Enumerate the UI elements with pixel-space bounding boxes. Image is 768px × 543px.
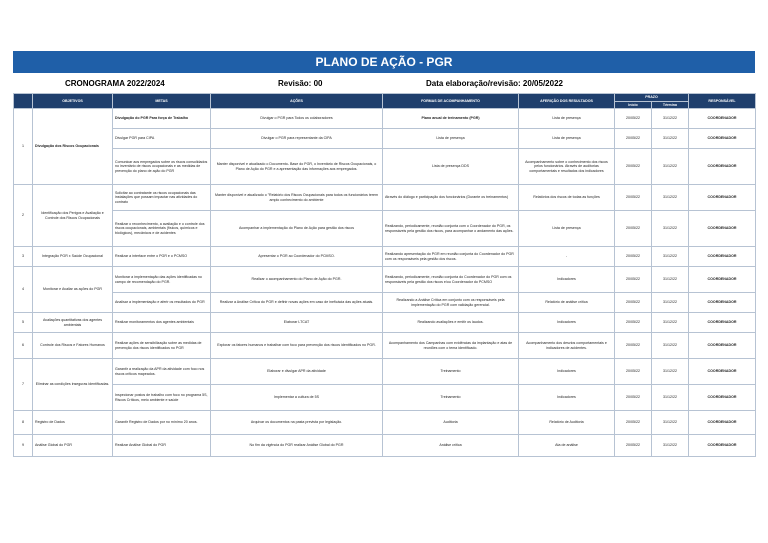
start-date-cell: 20/05/22 bbox=[615, 247, 652, 267]
responsible-cell: COORDENADOR bbox=[689, 385, 756, 411]
table-row bbox=[14, 313, 756, 333]
start-date-cell: 20/05/22 bbox=[615, 129, 652, 149]
row-number: 1 bbox=[14, 109, 33, 185]
afericao-cell: Acompanhamento dos desvios comportamentais e indicadores de acidentes. bbox=[519, 333, 615, 359]
table-row bbox=[14, 359, 756, 385]
action-cell: Elaborar LTCAT bbox=[211, 313, 383, 333]
forma-cell: Análise crítica bbox=[383, 435, 519, 457]
table-row bbox=[14, 185, 756, 211]
end-date-cell: 31/12/22 bbox=[652, 211, 689, 247]
meta-cell: Garantir a realização da APR da atividade com foco nos riscos críticos mapeados. bbox=[113, 359, 211, 385]
objective-cell: Identificação dos Perigos e Avaliação e Controle dos Riscos Ocupacionais bbox=[33, 185, 113, 247]
responsible-cell: COORDENADOR bbox=[689, 109, 756, 129]
revisao-label: Revisão: 00 bbox=[278, 79, 323, 88]
end-date-cell: 31/12/22 bbox=[652, 293, 689, 313]
objective-cell: Eliminar as condições inseguras identificadas. bbox=[33, 359, 113, 411]
meta-cell: Solicitar ao contratante os riscos ocupacionais das instalações que possam impactar nas atividades do contrato bbox=[113, 185, 211, 211]
end-date-cell: 31/12/22 bbox=[652, 435, 689, 457]
responsible-cell: COORDENADOR bbox=[689, 211, 756, 247]
header-inicio: Início bbox=[615, 101, 652, 109]
afericao-cell: Indicadores bbox=[519, 313, 615, 333]
meta-cell: Realizar Análise Global do PGR bbox=[113, 435, 211, 457]
forma-cell: Através do diálogo e participação dos funcionários (Durante os treinamentos) bbox=[383, 185, 519, 211]
forma-cell: Plano anual de treinamento (PGR) bbox=[383, 109, 519, 129]
objective-cell: Integração PGR x Saúde Ocupacional bbox=[33, 247, 113, 267]
end-date-cell: 31/12/22 bbox=[652, 267, 689, 293]
forma-cell: Realizando a Análise Crítica em conjunto com os responsáveis pela implementação do PGR com validação gerencial. bbox=[383, 293, 519, 313]
table-row bbox=[14, 435, 756, 457]
responsible-cell: COORDENADOR bbox=[689, 333, 756, 359]
start-date-cell: 20/05/22 bbox=[615, 109, 652, 129]
header-num bbox=[14, 94, 33, 109]
objective-cell: Controle dos Riscos e Fatores Humanos bbox=[33, 333, 113, 359]
meta-cell: Divulgação do PGR Para força de Trabalho bbox=[113, 109, 211, 129]
afericao-cell: Relatório de análise crítica bbox=[519, 293, 615, 313]
responsible-cell: COORDENADOR bbox=[689, 185, 756, 211]
forma-cell: Realizando, periodicamente, reunião conjunta do Coordenador do PGR com os responsáveis pela gestão dos riscos e/ou Coordenador do PCMSO bbox=[383, 267, 519, 293]
row-number: 3 bbox=[14, 247, 33, 267]
table-row bbox=[14, 109, 756, 129]
action-cell: Divulgar o PGR para Todos os colaboradores bbox=[211, 109, 383, 129]
afericao-cell: Lista de presença bbox=[519, 109, 615, 129]
table-row bbox=[14, 149, 756, 185]
end-date-cell: 31/12/22 bbox=[652, 313, 689, 333]
start-date-cell: 20/05/22 bbox=[615, 149, 652, 185]
forma-cell: Lista de presença bbox=[383, 129, 519, 149]
meta-cell: Realizar a interface entre o PGR e o PCMSO bbox=[113, 247, 211, 267]
start-date-cell: 20/05/22 bbox=[615, 333, 652, 359]
start-date-cell: 20/05/22 bbox=[615, 185, 652, 211]
start-date-cell: 20/05/22 bbox=[615, 385, 652, 411]
end-date-cell: 31/12/22 bbox=[652, 411, 689, 435]
action-cell: Elaborar e divulgar APR da atividade bbox=[211, 359, 383, 385]
responsible-cell: COORDENADOR bbox=[689, 359, 756, 385]
action-cell: Divulgar o PGR para representante da CIPA bbox=[211, 129, 383, 149]
forma-cell: Treinamento bbox=[383, 359, 519, 385]
header-metas: METAS bbox=[113, 94, 211, 109]
row-number: 4 bbox=[14, 267, 33, 313]
afericao-cell: Lista de presença bbox=[519, 129, 615, 149]
afericao-cell: Lista de presença bbox=[519, 211, 615, 247]
table-row bbox=[14, 267, 756, 293]
header-afericao: AFERIÇÃO DOS RESULTADOS bbox=[519, 94, 615, 109]
action-cell: No fim da vigência do PGR realizar Análise Global do PGR bbox=[211, 435, 383, 457]
action-cell: Realizar a Análise Crítica do PGR e definir novas ações em caso de ineficácia das ações atuais. bbox=[211, 293, 383, 313]
table-row bbox=[14, 129, 756, 149]
end-date-cell: 31/12/22 bbox=[652, 333, 689, 359]
header-prazo: PRAZO bbox=[615, 94, 689, 102]
end-date-cell: 31/12/22 bbox=[652, 149, 689, 185]
action-cell: Arquivar os documentos na pasta prevista por legislação. bbox=[211, 411, 383, 435]
responsible-cell: COORDENADOR bbox=[689, 247, 756, 267]
forma-cell: Lista de presença DDS bbox=[383, 149, 519, 185]
page-title: PLANO DE AÇÃO - PGR bbox=[13, 51, 755, 73]
objective-cell: Análise Global do PGR bbox=[33, 435, 113, 457]
afericao-cell: Indicadores bbox=[519, 359, 615, 385]
row-number: 2 bbox=[14, 185, 33, 247]
header-formas: FORMAS DE ACOMPANHAMENTO bbox=[383, 94, 519, 109]
table-row bbox=[14, 293, 756, 313]
afericao-cell: Indicadores bbox=[519, 385, 615, 411]
meta-cell: Garantir Registro de Dados por no mínimo 20 anos. bbox=[113, 411, 211, 435]
forma-cell: Acompanhamento dos Campanhas com evidências da implantação e atas de reuniões com o tema identificado. bbox=[383, 333, 519, 359]
end-date-cell: 31/12/22 bbox=[652, 129, 689, 149]
table-row bbox=[14, 411, 756, 435]
row-number: 8 bbox=[14, 411, 33, 435]
header-termino: Término bbox=[652, 101, 689, 109]
start-date-cell: 20/05/22 bbox=[615, 359, 652, 385]
start-date-cell: 20/05/22 bbox=[615, 211, 652, 247]
end-date-cell: 31/12/22 bbox=[652, 247, 689, 267]
table-row bbox=[14, 385, 756, 411]
responsible-cell: COORDENADOR bbox=[689, 411, 756, 435]
responsible-cell: COORDENADOR bbox=[689, 149, 756, 185]
row-number: 7 bbox=[14, 359, 33, 411]
row-number: 6 bbox=[14, 333, 33, 359]
document-info-row bbox=[13, 79, 755, 91]
action-cell: Manter disponível e atualizado o "Relatório dos Riscos Ocupacionais para todos os funcionários terem amplo conhecimento do ambiente bbox=[211, 185, 383, 211]
table-row bbox=[14, 333, 756, 359]
end-date-cell: 31/12/22 bbox=[652, 359, 689, 385]
end-date-cell: 31/12/22 bbox=[652, 385, 689, 411]
responsible-cell: COORDENADOR bbox=[689, 129, 756, 149]
action-cell: Apresentar o PGR ao Coordenador do PCMSO. bbox=[211, 247, 383, 267]
end-date-cell: 31/12/22 bbox=[652, 185, 689, 211]
table-row bbox=[14, 247, 756, 267]
start-date-cell: 20/05/22 bbox=[615, 267, 652, 293]
meta-cell: Realizar o reconhecimento, a avaliação e o controle dos riscos ocupacionais, ambientais (físicos, químicos e biológicos), mecânicos e de acidentes bbox=[113, 211, 211, 247]
responsible-cell: COORDENADOR bbox=[689, 435, 756, 457]
action-cell: Manter disponível e atualizado o Documento- Base do PGR, o Inventário de Riscos Ocupacionais, o Plano de Ação do PGR e a apresentação das informações aos empregados. bbox=[211, 149, 383, 185]
afericao-cell: Indicadores bbox=[519, 267, 615, 293]
header-objetivos: OBJETIVOS bbox=[33, 94, 113, 109]
meta-cell: Realizar monitoramentos dos agentes ambientais bbox=[113, 313, 211, 333]
action-cell: Implementar a cultura de 5S bbox=[211, 385, 383, 411]
start-date-cell: 20/05/22 bbox=[615, 435, 652, 457]
forma-cell: Realizando apresentação do PGR em reunião conjunta do Coordenador do PGR com os responsáveis pela gestão dos riscos. bbox=[383, 247, 519, 267]
action-cell: Realizar o acompanhamento do Plano de Ação do PGR. bbox=[211, 267, 383, 293]
responsible-cell: COORDENADOR bbox=[689, 313, 756, 333]
end-date-cell: 31/12/22 bbox=[652, 109, 689, 129]
objective-cell: Registro de Dados bbox=[33, 411, 113, 435]
objective-cell: Divulgação dos Riscos Ocupacionais bbox=[33, 109, 113, 185]
meta-cell: Monitorar a implementação das ações identificadas no campo de recomendação do PGR. bbox=[113, 267, 211, 293]
afericao-cell: Relatórios dos riscos de todas as funções bbox=[519, 185, 615, 211]
header-acoes: AÇÕES bbox=[211, 94, 383, 109]
action-cell: Explorar os fatores humanos e trabalhar com foco para prevenção dos riscos identificados no PGR. bbox=[211, 333, 383, 359]
action-plan-table bbox=[13, 93, 756, 457]
meta-cell: Analisar a implementação e aferir os resultados do PGR bbox=[113, 293, 211, 313]
objective-cell: Monitorar e Avaliar as ações do PGR bbox=[33, 267, 113, 313]
forma-cell: Realizando, periodicamente, reunião conjunta com o Coordenador do PGR, os responsáveis pela gestão dos riscos, para acompanhar o andamento das ações. bbox=[383, 211, 519, 247]
meta-cell: Comunicar aos empregados sobre os riscos consolidados no inventário de riscos ocupacionais e as medidas de prevenção do plano de ação do PGR bbox=[113, 149, 211, 185]
header-responsavel: RESPONSÁVEL bbox=[689, 94, 756, 109]
start-date-cell: 20/05/22 bbox=[615, 313, 652, 333]
forma-cell: Treinamento bbox=[383, 385, 519, 411]
objective-cell: Avaliações quantitativas dos agentes ambientais bbox=[33, 313, 113, 333]
afericao-cell: Acompanhamento sobre o conhecimento dos riscos pelos funcionários. Através de auditorias comportamentais e resultados dos indicadores bbox=[519, 149, 615, 185]
forma-cell: Realizando avaliações e emitir os laudos. bbox=[383, 313, 519, 333]
meta-cell: Inspecionar postos de trabalho com foco no programa 5S, Riscos Críticos, meio ambiente e saúde bbox=[113, 385, 211, 411]
meta-cell: Realizar ações de sensibilização sobre as medidas de prevenção dos riscos identificados no PGR bbox=[113, 333, 211, 359]
row-number: 9 bbox=[14, 435, 33, 457]
start-date-cell: 20/05/22 bbox=[615, 411, 652, 435]
cronograma-label: CRONOGRAMA 2022/2024 bbox=[65, 79, 165, 88]
meta-cell: Divulgar PGR para CIPA bbox=[113, 129, 211, 149]
responsible-cell: COORDENADOR bbox=[689, 267, 756, 293]
forma-cell: Auditoria bbox=[383, 411, 519, 435]
afericao-cell: Relatório de Auditoria bbox=[519, 411, 615, 435]
row-number: 5 bbox=[14, 313, 33, 333]
afericao-cell: Ata de análise bbox=[519, 435, 615, 457]
table-row bbox=[14, 211, 756, 247]
action-cell: Acompanhar a implementação do Plano de Ação para gestão dos riscos bbox=[211, 211, 383, 247]
afericao-cell: - bbox=[519, 247, 615, 267]
responsible-cell: COORDENADOR bbox=[689, 293, 756, 313]
start-date-cell: 20/05/22 bbox=[615, 293, 652, 313]
data-elaboracao-label: Data elaboração/revisão: 20/05/2022 bbox=[426, 79, 563, 88]
